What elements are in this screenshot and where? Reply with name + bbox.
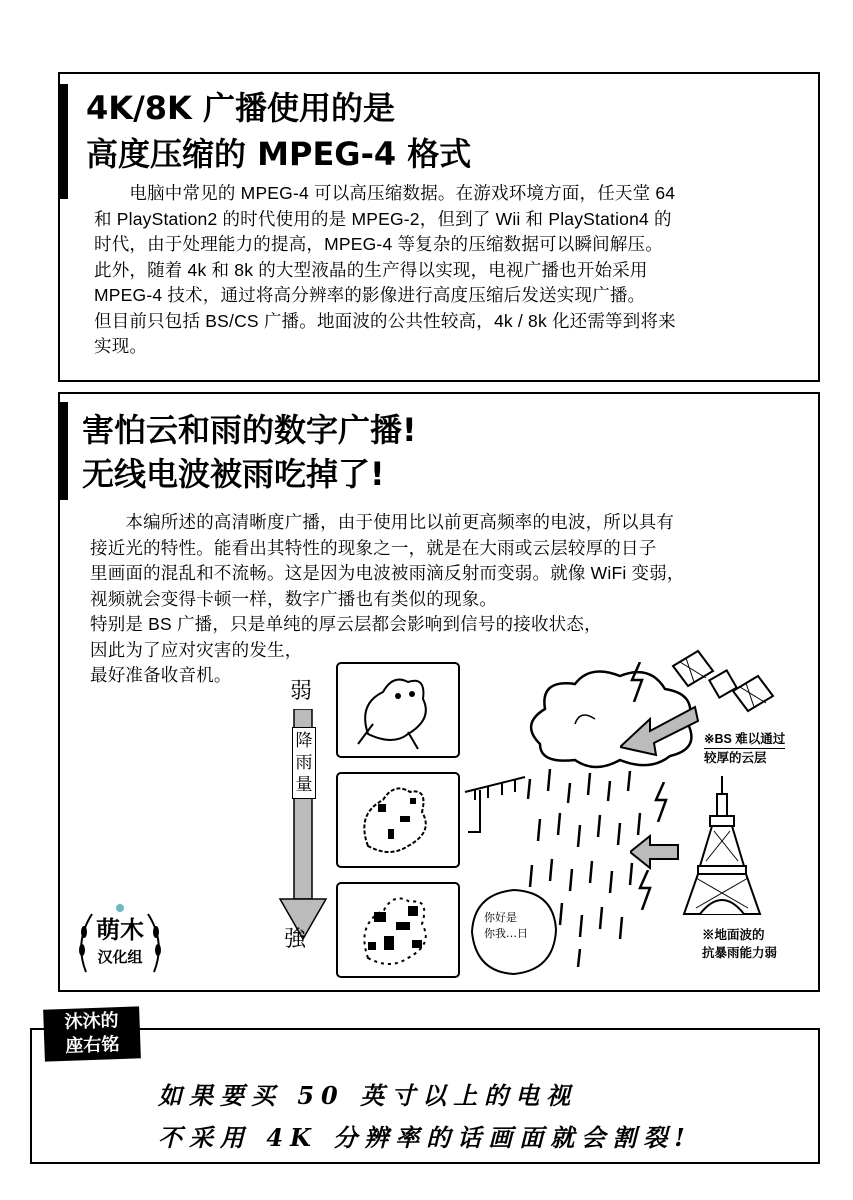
motto-label-line2: 座右铭	[65, 1034, 120, 1057]
strong-label: 強	[284, 927, 307, 952]
paragraph-line: 特别是 BS 广播，只是单纯的厚云层都会影响到信号的接收状态，	[90, 614, 602, 634]
speech-bubble-text	[484, 910, 528, 942]
rain-amount-label	[292, 727, 316, 799]
picture-panel-medium	[336, 772, 460, 868]
section-title-line1: 害怕云和雨的数字广播!	[82, 411, 417, 449]
group-logo	[74, 902, 166, 980]
motto-label	[43, 1006, 141, 1061]
note-line: ※地面波的	[702, 928, 765, 942]
paragraph-line: 此外，随着 4k 和 8k 的大型液晶的生产得以实现，电视广播也开始采用	[94, 259, 648, 280]
section-paragraph	[94, 181, 676, 360]
paragraph-line: 实现。	[94, 336, 148, 356]
paragraph-line: 时代，由于处理能力的提高，MPEG-4 等复杂的压缩数据可以瞬间解压。	[94, 234, 663, 254]
note-line: 抗暴雨能力弱	[702, 946, 778, 960]
logo-text-main: 萌木	[96, 916, 144, 944]
picture-panel-strong	[336, 882, 460, 978]
bubble-line: 你我…日	[484, 927, 528, 940]
weak-label: 弱	[290, 679, 313, 704]
note-line: ※BS 难以通过	[704, 730, 785, 749]
section-rain-broadcast	[58, 392, 820, 992]
paragraph-line: 接近光的特性。能看出其特性的现象之一，就是在大雨或云层较厚的日子	[90, 537, 657, 558]
bubble-line: 你好是	[484, 911, 517, 924]
paragraph-line: 电脑中常见的 MPEG-4 可以高压缩数据。在游戏环境方面，任天堂 64	[94, 183, 676, 203]
rain-amount-text: 降雨量	[295, 731, 313, 795]
paragraph-line: 最好准备收音机。	[90, 665, 232, 685]
tv-tower-icon	[682, 776, 762, 916]
paragraph-line: 和 PlayStation2 的时代使用的是 MPEG-2，但到了 Wii 和 PlayStation4 的	[94, 208, 672, 229]
paragraph-line: 里画面的混乱和不流畅。这是因为电波被雨滴反射而变弱。就像 WiFi 变弱，	[90, 563, 685, 583]
note-bs	[704, 730, 785, 767]
motto-line2: 不采用 4K 分辨率的话画面就会割裂!	[158, 1123, 692, 1152]
title-accent-bar	[60, 402, 68, 500]
arrow-left-icon	[620, 699, 700, 759]
arrow-left-icon	[630, 834, 680, 870]
paragraph-line: 本编所述的高清晰度广播，由于使用比以前更高频率的电波，所以具有	[90, 512, 675, 532]
paragraph-line: 但目前只包括 BS/CS 广播。地面波的公共性较高，4k / 8k 化还需等到将来	[94, 310, 676, 331]
cat-illustration-broken	[338, 884, 457, 975]
cat-illustration-noisy	[338, 774, 457, 865]
note-line: 较厚的云层	[704, 751, 767, 765]
paragraph-line: MPEG-4 技术，通过将高分辨率的影像进行高度压缩后发送实现广播。	[94, 285, 646, 305]
lightning-icon	[652, 782, 670, 822]
title-accent-bar	[60, 84, 68, 199]
section-title-line2: 无线电波被雨吃掉了!	[82, 455, 385, 493]
lightning-icon	[636, 870, 654, 910]
motto-line1: 如果要买 50 英寸以上的电视	[158, 1081, 578, 1110]
note-ground	[702, 926, 777, 962]
section-title-line1: 4K/8K 广播使用的是	[86, 89, 395, 127]
picture-panel-weak	[336, 662, 460, 758]
cat-illustration-clear	[338, 664, 457, 755]
logo-text-sub: 汉化组	[97, 948, 143, 966]
motto-label-line1: 沐沐的	[64, 1010, 119, 1033]
section-mpeg4	[58, 72, 820, 382]
lightning-icon	[628, 662, 646, 702]
section-title-line2: 高度压缩的 MPEG-4 格式	[86, 135, 472, 173]
paragraph-line: 视频就会变得卡顿一样，数字广播也有类似的现象。	[90, 588, 498, 609]
paragraph-line: 因此为了应对灾害的发生，	[90, 639, 303, 660]
